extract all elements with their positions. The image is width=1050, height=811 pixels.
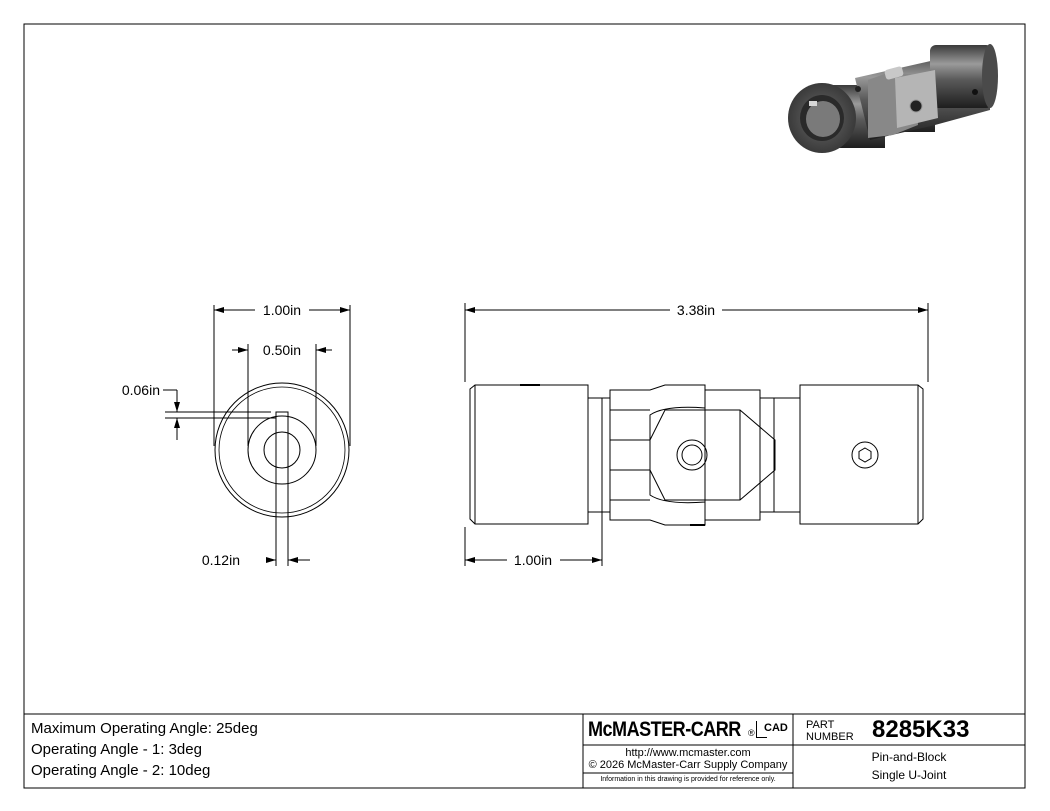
spec-max-operating-angle: Maximum Operating Angle: 25deg — [31, 720, 258, 737]
dim-overall-length: 3.38in — [676, 302, 716, 318]
copyright: © 2026 McMaster-Carr Supply Company — [588, 759, 788, 771]
dim-hub-length: 1.00in — [513, 552, 553, 568]
description-line-2: Single U-Joint — [871, 768, 947, 782]
website: http://www.mcmaster.com — [625, 747, 751, 759]
isometric-render — [788, 44, 998, 153]
cad-mark: CAD — [764, 722, 788, 734]
brand-name: McMASTER-CARR — [588, 718, 741, 741]
end-view — [215, 383, 349, 517]
side-view-dimension-lines — [465, 303, 928, 566]
brand-logo — [588, 718, 793, 745]
dim-keyway-width: 0.12in — [201, 552, 240, 568]
part-label-line-2: NUMBER — [806, 731, 854, 743]
dim-keyway-depth: 0.06in — [121, 382, 160, 398]
dim-bore: 0.50in — [262, 342, 302, 358]
side-view — [470, 385, 923, 525]
registered-mark: ® — [748, 728, 755, 738]
part-label-line-1: PART — [806, 719, 835, 731]
spec-operating-angle-1: Operating Angle - 1: 3deg — [31, 741, 202, 758]
part-number: 8285K33 — [872, 716, 970, 743]
description-line-1: Pin-and-Block — [871, 750, 947, 764]
disclaimer: Information in this drawing is provided for reference only. — [600, 776, 776, 783]
dim-overall-diameter: 1.00in — [262, 302, 302, 318]
spec-operating-angle-2: Operating Angle - 2: 10deg — [31, 762, 211, 779]
part-label — [806, 719, 854, 743]
end-view-dimension-lines — [163, 305, 350, 566]
